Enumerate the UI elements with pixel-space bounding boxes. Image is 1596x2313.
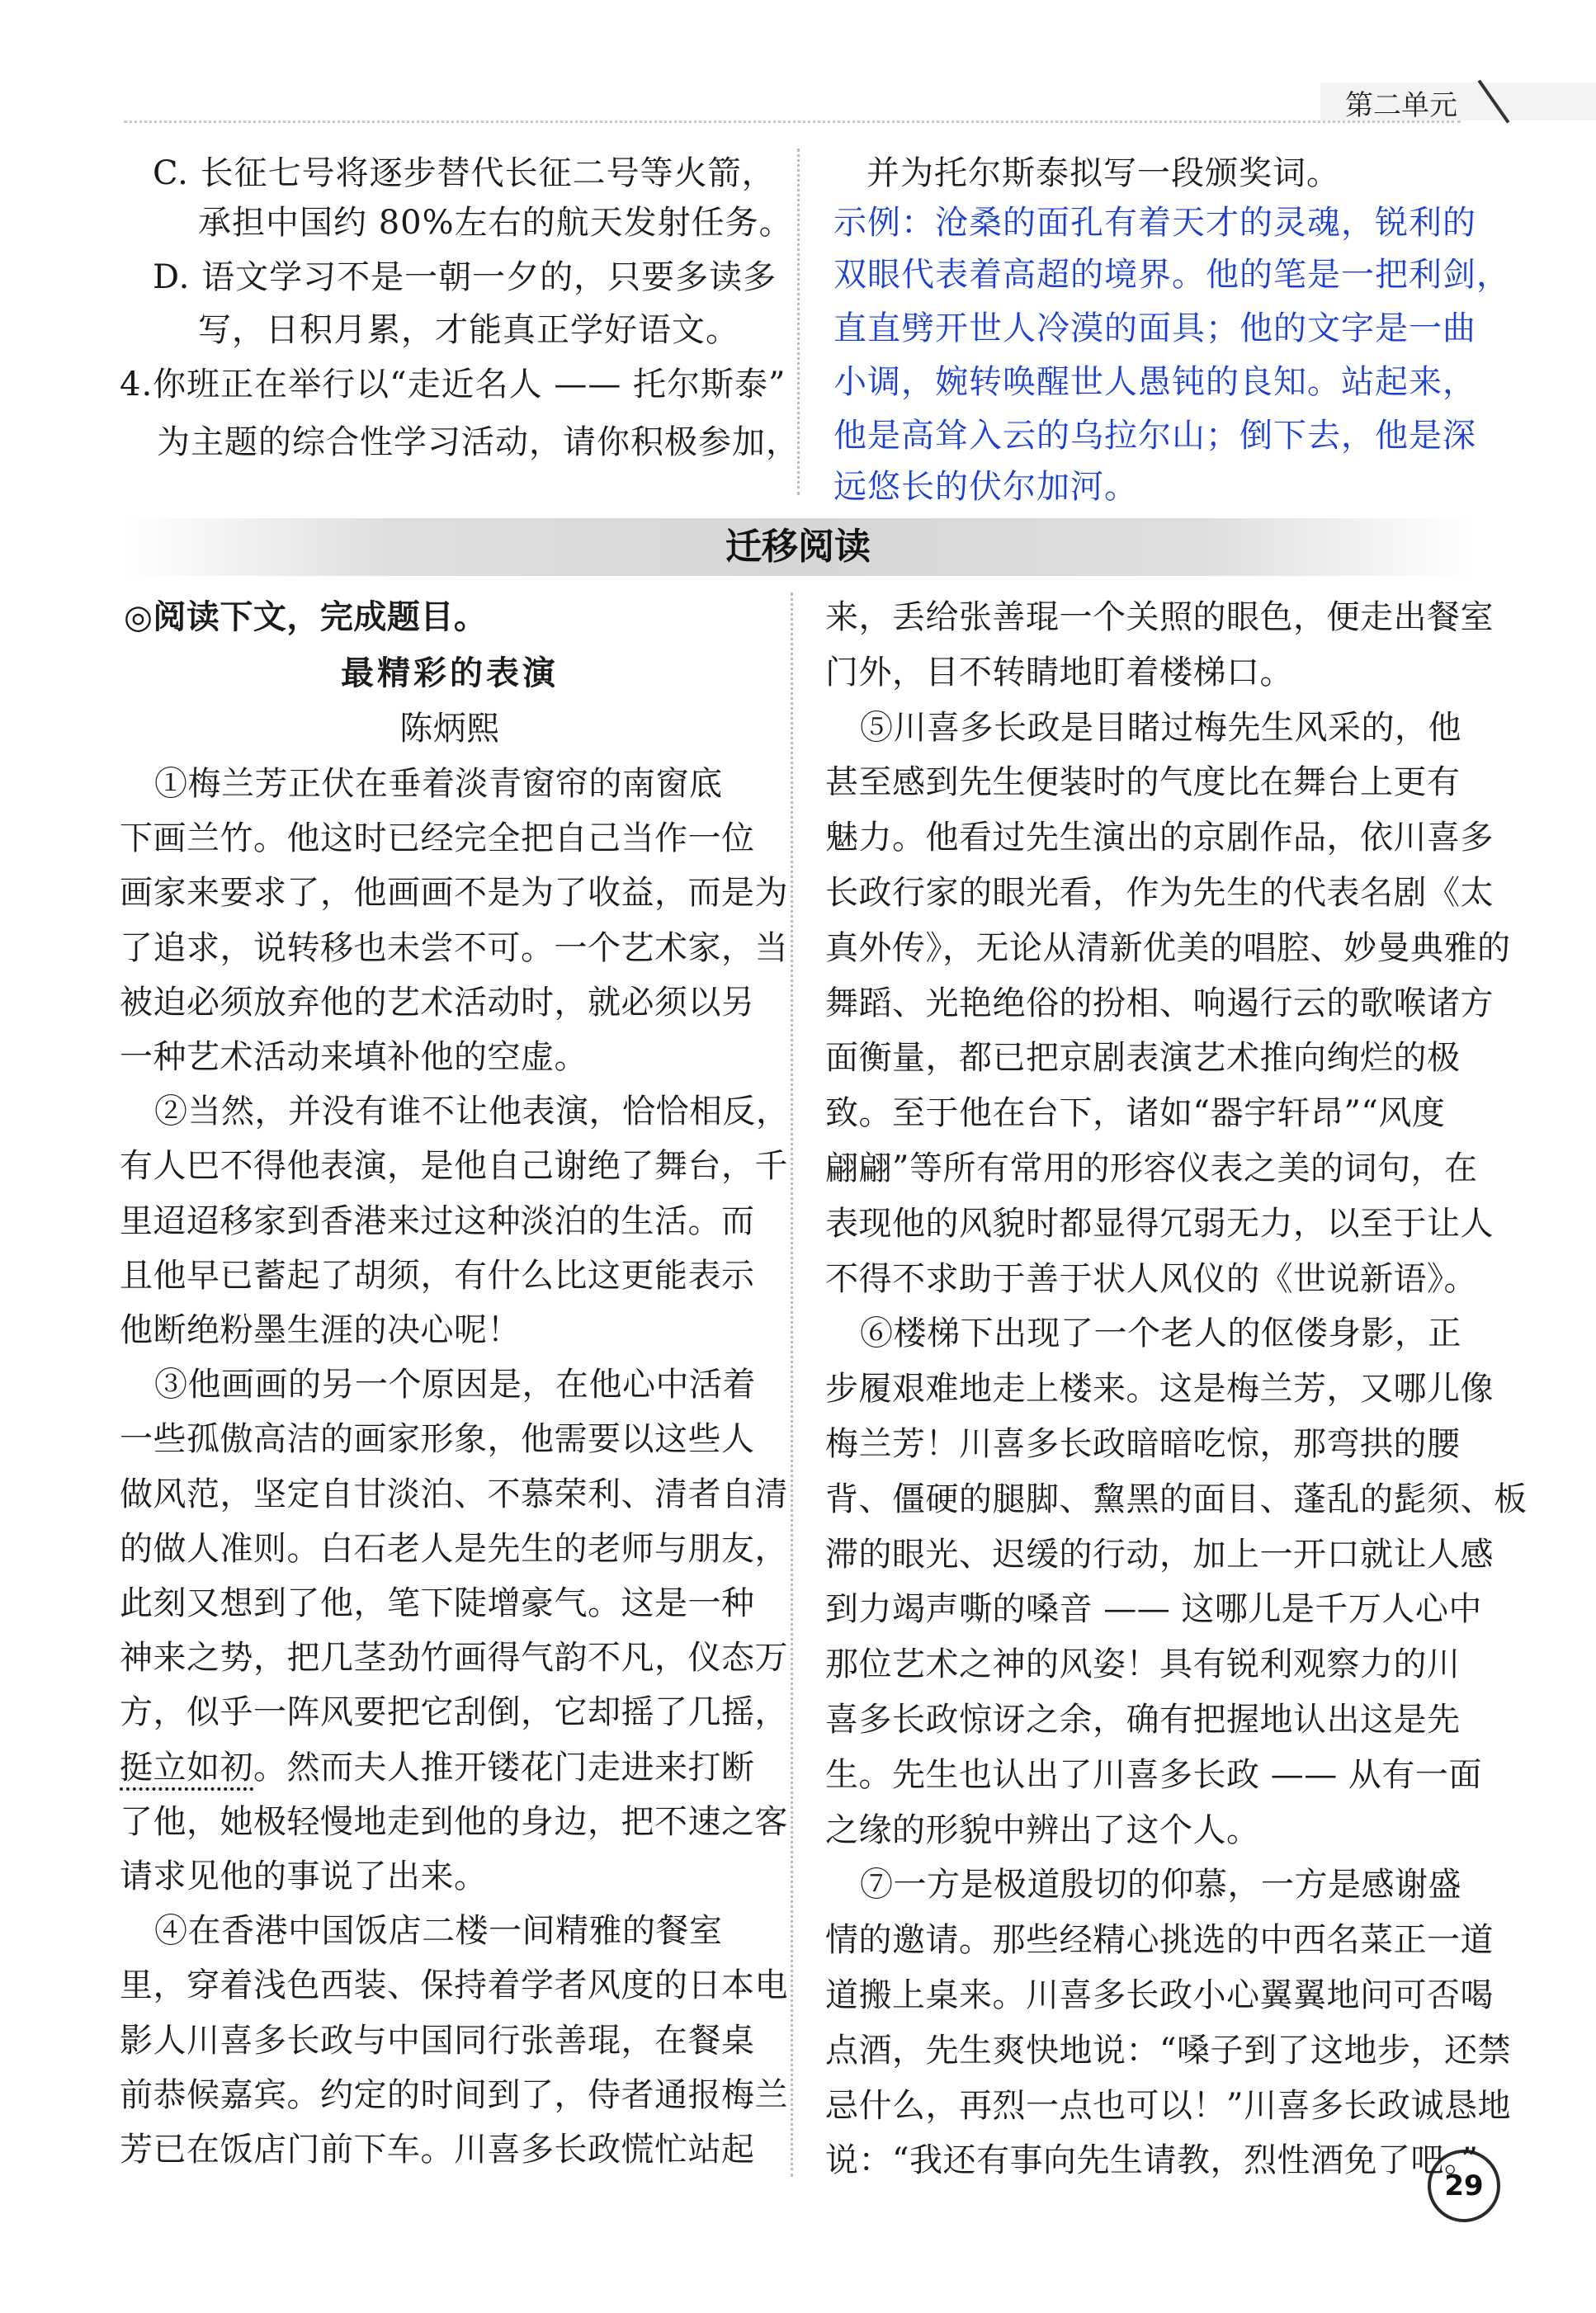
page-number: 29 xyxy=(1444,2169,1484,2202)
article-left-line: 请求见他的事说了出来。 xyxy=(120,1857,488,1895)
article-right-line: 表现他的风貌时都显得冗弱无力，以至于让人 xyxy=(825,1204,1494,1243)
article-right-line: 甚至感到先生便装时的气度比在舞台上更有 xyxy=(825,763,1461,802)
article-right-line: ⑥楼梯下出现了一个老人的伛偻身影，正 xyxy=(860,1315,1461,1353)
article-right-line: 到力竭声嘶的嗓音 —— 这哪儿是千万人心中 xyxy=(825,1590,1482,1629)
article-right-line: 长政行家的眼光看，作为先生的代表名剧《太 xyxy=(825,874,1494,912)
header-dotted-rule xyxy=(124,120,1461,123)
option-d-line-2: 写，日积月累，才能真正学好语文。 xyxy=(198,311,739,349)
answer-line-4: 小调，婉转唤醒世人愚钝的良知。站起来， xyxy=(833,363,1476,401)
article-right-line: 点酒，先生爽快地说：“嗓子到了这地步，还禁 xyxy=(825,2031,1511,2070)
article-left-line: 的做人准则。白石老人是先生的老师与朋友， xyxy=(120,1529,788,1568)
article-right-line: 致。至于他在台下，诸如“器宇轩昂”“风度 xyxy=(825,1094,1446,1133)
article-right-line: 情的邀请。那些经精心挑选的中西名菜正一道 xyxy=(825,1921,1494,1960)
article-right-line: 喜多长政惊讶之余，确有把握地认出这是先 xyxy=(825,1701,1461,1739)
option-c-line-2: 承担中国约 80%左右的航天发射任务。 xyxy=(198,204,793,242)
article-left-line: 神来之势，把几茎劲竹画得气韵不凡，仪态万 xyxy=(120,1639,788,1678)
article-right-line: 舞蹈、光艳绝俗的扮相、响遏行云的歌喉诸方 xyxy=(825,984,1494,1022)
article-right-line: ⑤川喜多长政是目睹过梅先生风采的，他 xyxy=(860,708,1461,747)
article-left-line: ④在香港中国饭店二楼一间精雅的餐室 xyxy=(154,1912,723,1951)
question-4-line-2: 为主题的综合性学习活动，请你积极参加， xyxy=(157,423,800,461)
article-right-line: 面衡量，都已把京剧表演艺术推向绚烂的极 xyxy=(825,1039,1461,1078)
article-right-line: 真外传》，无论从清新优美的唱腔、妙曼典雅的 xyxy=(825,928,1511,967)
answer-line-2: 双眼代表着高超的境界。他的笔是一把利剑， xyxy=(833,256,1510,294)
article-right-line: 步履艰难地走上楼来。这是梅兰芳，又哪儿像 xyxy=(825,1370,1494,1409)
article-right-line: 翩翩”等所有常用的形容仪表之美的词句，在 xyxy=(825,1149,1478,1187)
article-left-line: 芳已在饭店门前下车。川喜多长政慌忙站起 xyxy=(120,2131,755,2169)
option-c-line-1: C. 长征七号将逐步替代长征二号等火箭， xyxy=(153,154,776,192)
article-right-line: 生。先生也认出了川喜多长政 —— 从有一面 xyxy=(825,1755,1482,1794)
answer-line-6: 远悠长的伏尔加河。 xyxy=(833,468,1138,506)
article-left-line: 有人巴不得他表演，是他自己谢绝了舞台，千 xyxy=(120,1147,788,1186)
answer-line-5: 他是高耸入云的乌拉尔山；倒下去，他是深 xyxy=(833,417,1476,455)
article-right-line: 门外，目不转睛地盯着楼梯口。 xyxy=(825,653,1293,692)
article-left-line: ②当然，并没有谁不让他表演，恰恰相反， xyxy=(154,1093,790,1131)
option-d-line-1: D. 语文学习不是一朝一夕的，只要多读多 xyxy=(153,258,777,296)
answer-line-3: 直直劈开世人冷漠的面具；他的文字是一曲 xyxy=(833,309,1476,347)
article-left-line: 一种艺术活动来填补他的空虚。 xyxy=(120,1038,588,1076)
article-left-line: ①梅兰芳正伏在垂着淡青窗帘的南窗底 xyxy=(154,765,723,803)
article-right-line: 道搬上桌来。川喜多长政小心翼翼地问可否喝 xyxy=(825,1976,1494,2014)
article-right-line: 之缘的形貌中辨出了这个人。 xyxy=(825,1810,1260,1849)
question-4-prompt-cont: 并为托尔斯泰拟写一段颁奖词。 xyxy=(866,154,1340,192)
article-right-line: 背、僵硬的腿脚、黧黑的面目、蓬乱的髭须、板 xyxy=(825,1480,1528,1518)
article-left-line: 他断绝粉墨生涯的决心呢！ xyxy=(120,1311,521,1349)
article-right-line: 那位艺术之神的风姿！具有锐利观察力的川 xyxy=(825,1645,1461,1684)
article-left-line: 下画兰竹。他这时已经完全把自己当作一位 xyxy=(120,819,755,858)
question-4-line-1: 4.你班正在举行以“走近名人 —— 托尔斯泰” xyxy=(120,366,786,404)
article-right-line: 梅兰芳！川喜多长政暗暗吃惊，那弯拱的腰 xyxy=(825,1425,1461,1463)
article-left-line: 方，似乎一阵风要把它刮倒，它却摇了几摇， xyxy=(120,1693,788,1732)
article-left-line: 里迢迢移家到香港来过这种淡泊的生活。而 xyxy=(120,1201,755,1240)
article-left-line: 被迫必须放弃他的艺术活动时，就必须以另 xyxy=(120,983,755,1022)
article-left-line: 了追求，说转移也未尝不可。一个艺术家，当 xyxy=(120,928,788,967)
article-right-line: 滞的眼光、迟缓的行动，加上一开口就让人感 xyxy=(825,1535,1494,1574)
article-left-line: 挺立如初。然而夫人推开镂花门走进来打断 xyxy=(120,1748,755,1787)
article-right-line: 不得不求助于善于状人风仪的《世说新语》。 xyxy=(825,1259,1477,1298)
unit-label: 第二单元 xyxy=(1345,89,1457,122)
article-left-line: 此刻又想到了他，笔下陡增豪气。这是一种 xyxy=(120,1584,755,1622)
article-left-line: 了他，她极轻慢地走到他的身边，把不速之客 xyxy=(120,1802,788,1841)
article-right-line: 来，丢给张善琨一个关照的眼色，便走出餐室 xyxy=(825,598,1494,636)
article-left-line: 里，穿着浅色西装、保持着学者风度的日本电 xyxy=(120,1966,788,2005)
article-left-line: 做风范，坚定自甘淡泊、不慕荣利、清者自清 xyxy=(120,1475,788,1513)
article-right-line: 说：“我还有事向先生请教，烈性酒免了吧。” xyxy=(825,2141,1479,2180)
emphasis-dotted-phrase: 挺立如初 xyxy=(120,1748,253,1787)
article-right-line: 忌什么，再烈一点也可以！”川喜多长政诚恳地 xyxy=(825,2086,1511,2125)
article-left-line: 一些孤傲高洁的画家形象，他需要以这些人 xyxy=(120,1420,755,1459)
article-right-line: ⑦一方是极道殷切的仰慕，一方是感谢盛 xyxy=(860,1866,1461,1905)
section-title: 迁移阅读 xyxy=(725,526,871,568)
article-left-line: 影人川喜多长政与中国同行张善琨，在餐桌 xyxy=(120,2021,755,2060)
reading-instruction: ◎阅读下文，完成题目。 xyxy=(124,597,488,636)
article-left-line: 且他早已蓄起了胡须，有什么比这更能表示 xyxy=(120,1256,755,1295)
article-author: 陈炳熙 xyxy=(399,710,500,748)
article-right-line: 魅力。他看过先生演出的京剧作品，依川喜多 xyxy=(825,819,1494,857)
article-left-line: ③他画画的另一个原因是，在他心中活着 xyxy=(154,1366,756,1404)
article-title: 最精彩的表演 xyxy=(341,654,559,692)
answer-line-1: 示例：沧桑的面孔有着天才的灵魂，锐利的 xyxy=(833,204,1476,242)
article-left-line: 画家来要求了，他画画不是为了收益，而是为 xyxy=(120,874,788,913)
article-left-line: 前恭候嘉宾。约定的时间到了，侍者通报梅兰 xyxy=(120,2075,788,2114)
